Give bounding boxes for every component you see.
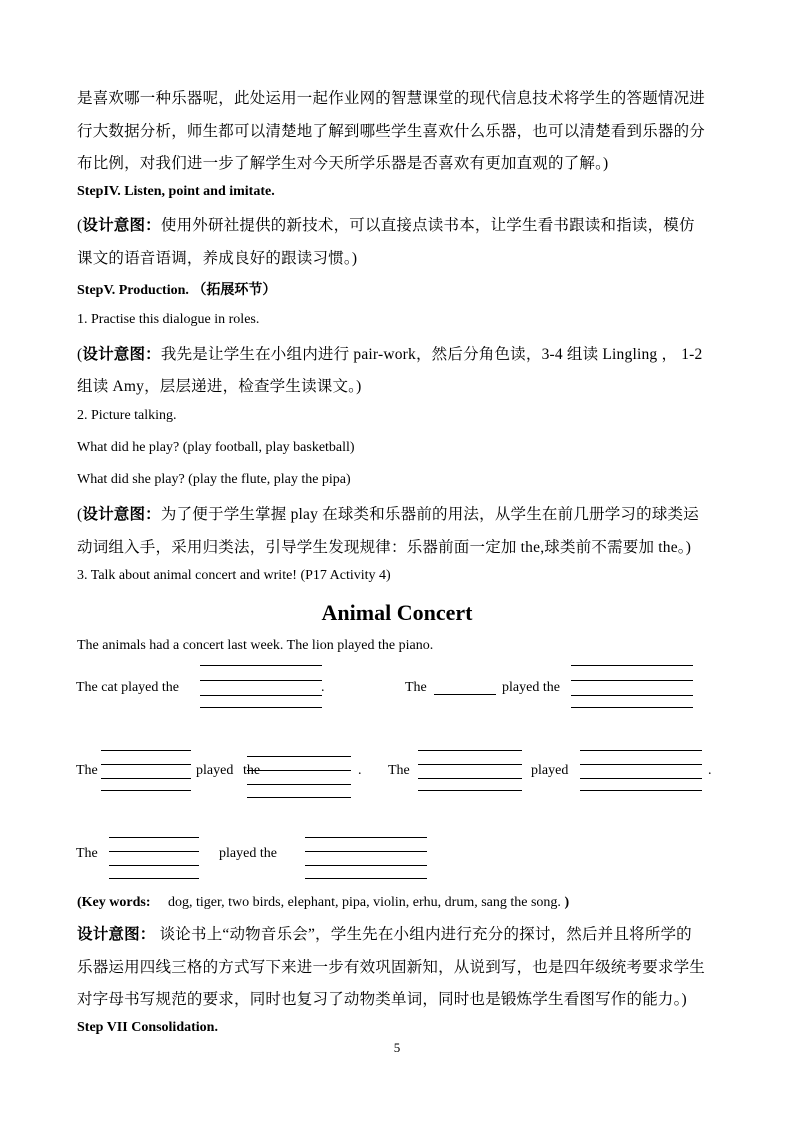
worksheet-label: the — [243, 763, 261, 778]
writing-line — [247, 756, 351, 757]
writing-line — [571, 707, 693, 708]
design-intent-line: (设计意图：我先是让学生在小组内进行 pair-work，然后分角色读，3-4 组读 Lingling ， 1-2 — [77, 346, 703, 363]
step-heading: StepIV. Listen, point and imitate. — [77, 184, 275, 199]
writing-line — [109, 837, 199, 838]
writing-line — [200, 695, 322, 696]
worksheet-label: The cat played the — [76, 680, 180, 695]
writing-line — [101, 790, 191, 791]
writing-line — [247, 784, 351, 785]
worksheet-label: played the — [219, 846, 277, 861]
writing-line — [109, 851, 199, 852]
list-item: 1. Practise this dialogue in roles. — [77, 312, 260, 327]
step-heading: Step VII Consolidation. — [77, 1020, 218, 1035]
writing-line — [101, 764, 191, 765]
writing-line — [580, 790, 702, 791]
writing-line — [305, 865, 427, 866]
writing-line — [418, 790, 522, 791]
writing-line — [418, 764, 522, 765]
design-intent-line: 设计意图： 谈论书上“动物音乐会”，学生先在小组内进行充分的探讨，然后并且将所学的 — [77, 926, 692, 943]
paragraph-line: 行大数据分析，师生都可以清楚地了解到哪些学生喜欢什么乐器，也可以清楚看到乐器的分 — [77, 123, 706, 140]
list-item: 2. Picture talking. — [77, 408, 177, 423]
worksheet-label: played — [531, 763, 569, 778]
writing-line — [200, 707, 322, 708]
writing-line — [101, 750, 191, 751]
writing-line — [571, 695, 693, 696]
writing-line — [101, 778, 191, 779]
writing-line — [247, 797, 351, 798]
paragraph-line: 乐器运用四线三格的方式写下来进一步有效巩固新知，从说到写，也是四年级统考要求学生 — [77, 959, 706, 976]
keywords-line: (Key words: dog, tiger, two birds, elephant, pipa, violin, erhu, drum, sang the song. ) — [77, 895, 570, 910]
writing-line — [418, 750, 522, 751]
worksheet-label: . — [708, 763, 712, 778]
step-heading: StepV. Production. （拓展环节） — [77, 283, 277, 298]
design-intent-line: (设计意图：使用外研社提供的新技术，可以直接点读书本，让学生看书跟读和指读，模仿 — [77, 217, 695, 234]
worksheet-label: The — [405, 680, 427, 695]
design-intent-line: (设计意图：为了便于学生掌握 play 在球类和乐器前的用法，从学生在前几册学习的球类运 — [77, 506, 699, 523]
writing-line — [109, 878, 199, 879]
worksheet-label: . — [321, 680, 325, 695]
blank-line — [434, 694, 496, 695]
paragraph-line: 是喜欢哪一种乐器呢，此处运用一起作业网的智慧课堂的现代信息技术将学生的答题情况进 — [77, 90, 706, 107]
writing-line — [571, 680, 693, 681]
writing-line — [580, 764, 702, 765]
writing-line — [200, 680, 322, 681]
worksheet-label: The — [76, 763, 98, 778]
question-line: What did he play? (play football, play basketball) — [77, 440, 355, 455]
paragraph-line: 课文的语音语调，养成良好的跟读习惯。) — [77, 250, 358, 267]
paragraph-line: 组读 Amy，层层递进，检查学生读课文。) — [77, 378, 362, 395]
writing-line — [571, 665, 693, 666]
writing-line — [247, 770, 351, 771]
worksheet-label: The — [76, 846, 98, 861]
question-line: What did she play? (play the flute, play the pipa) — [77, 472, 351, 487]
paragraph-line: 布比例，对我们进一步了解学生对今天所学乐器是否喜欢有更加直观的了解。) — [77, 155, 609, 172]
worksheet-title: Animal Concert — [321, 600, 473, 625]
writing-line — [305, 878, 427, 879]
worksheet-label: played — [196, 763, 234, 778]
worksheet-label: . — [358, 763, 362, 778]
writing-line — [580, 778, 702, 779]
writing-line — [418, 778, 522, 779]
page-number: 5 — [393, 1040, 401, 1055]
writing-line — [200, 665, 322, 666]
paragraph-line: 对字母书写规范的要求，同时也复习了动物类单词，同时也是锻炼学生看图写作的能力。) — [77, 991, 687, 1008]
worksheet-label: The — [388, 763, 410, 778]
writing-line — [580, 750, 702, 751]
paragraph-line: 动词组入手，采用归类法，引导学生发现规律：乐器前面一定加 the,球类前不需要加 the。) — [77, 539, 692, 556]
writing-line — [305, 837, 427, 838]
worksheet-intro: The animals had a concert last week. The lion played the piano. — [77, 638, 434, 653]
worksheet-label: played the — [502, 680, 560, 695]
writing-line — [305, 851, 427, 852]
writing-line — [109, 865, 199, 866]
list-item: 3. Talk about animal concert and write! (P17 Activity 4) — [77, 568, 391, 583]
